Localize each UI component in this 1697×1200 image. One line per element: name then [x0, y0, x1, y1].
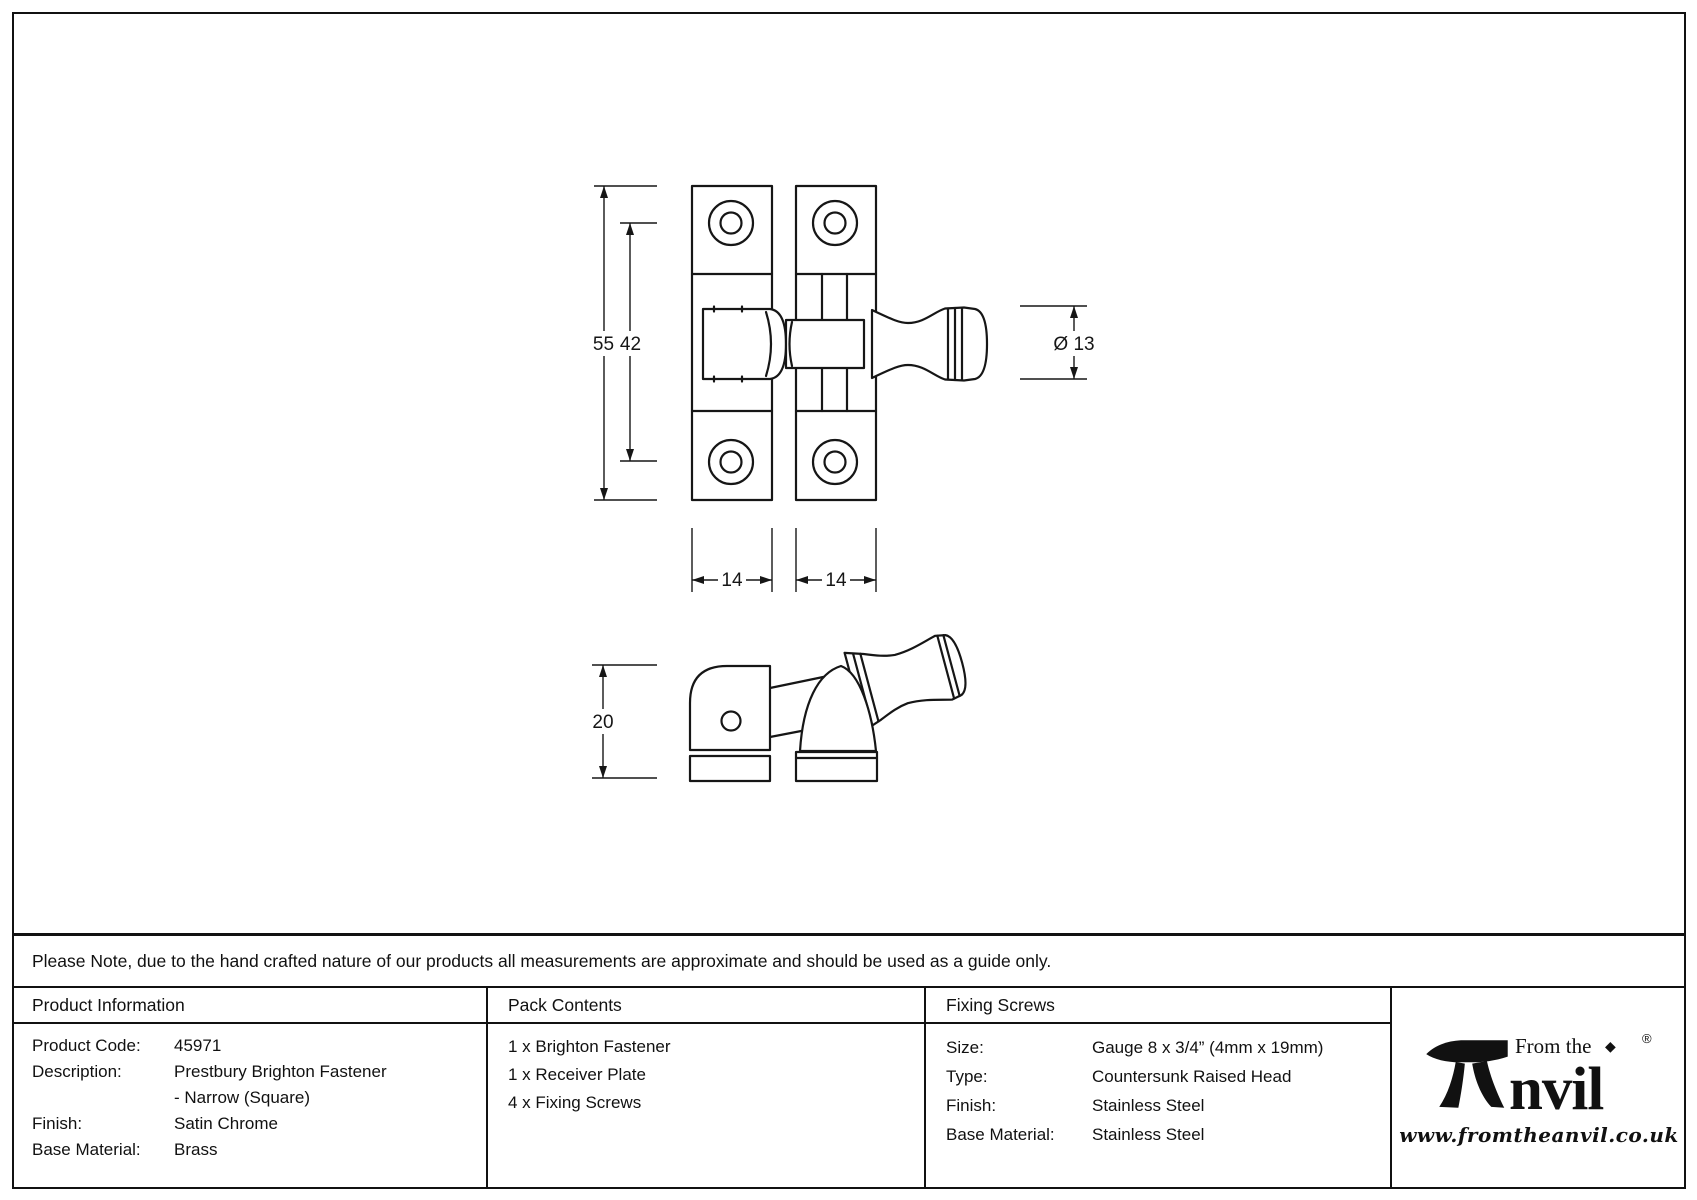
dim-label-diameter-13: Ø 13	[1053, 334, 1095, 355]
spec-value: Prestbury Brighton Fastener	[174, 1062, 387, 1081]
spec-row	[32, 1033, 480, 1059]
spec-label: Finish:	[946, 1096, 997, 1115]
pack-contents-header: Pack Contents	[488, 988, 924, 1024]
pack-contents-column	[488, 988, 926, 1189]
spec-label: Base Material:	[32, 1140, 141, 1159]
receiver-plate-block	[690, 666, 770, 781]
pack-item: 4 x Fixing Screws	[508, 1093, 642, 1112]
fixing-screws-header: Fixing Screws	[926, 988, 1390, 1024]
spec-value: Gauge 8 x 3/4” (4mm x 19mm)	[1092, 1038, 1324, 1057]
logo-name: nvil	[1509, 1055, 1604, 1123]
dim-label-42: 42	[619, 334, 642, 355]
dim-label-14-right: 14	[825, 570, 847, 591]
spec-value: Stainless Steel	[1092, 1096, 1205, 1115]
spec-label: Description:	[32, 1062, 122, 1081]
dim-label-14-left: 14	[721, 570, 743, 591]
knob-front	[872, 308, 987, 381]
spec-value: Brass	[174, 1140, 218, 1159]
product-information-header: Product Information	[12, 988, 486, 1024]
registered-mark: ®	[1642, 1030, 1652, 1046]
dim-label-20: 20	[592, 712, 614, 733]
pack-item: 1 x Receiver Plate	[508, 1065, 646, 1084]
spec-value: Stainless Steel	[1092, 1125, 1205, 1144]
fastener-arm	[786, 320, 864, 368]
measurement-note	[12, 933, 1686, 986]
spec-row	[32, 1111, 480, 1137]
side-view	[690, 624, 973, 781]
pivot-block	[703, 307, 786, 382]
product-info-table	[12, 986, 1686, 1189]
spec-label: Size:	[946, 1038, 984, 1057]
spec-value: Satin Chrome	[174, 1114, 278, 1133]
logo-from-the: From the	[1515, 1033, 1592, 1058]
anvil-icon	[1423, 1035, 1511, 1113]
spec-row	[32, 1059, 480, 1085]
front-view	[692, 186, 987, 500]
spec-value: - Narrow (Square)	[174, 1088, 311, 1107]
dim-label-55: 55	[592, 334, 615, 355]
spec-label	[32, 1085, 174, 1111]
pack-item: 1 x Brighton Fastener	[508, 1037, 671, 1056]
spec-row	[32, 1085, 480, 1111]
spec-row	[946, 1120, 1384, 1149]
spec-row	[946, 1091, 1384, 1120]
spec-label: Base Material:	[946, 1125, 1055, 1144]
product-information-column	[12, 988, 488, 1189]
spec-value: 45971	[174, 1036, 222, 1055]
spec-label: Type:	[946, 1067, 988, 1086]
note-text: Please Note, due to the hand crafted nature of our products all measurements are approximate and should be used as a guide only.	[32, 950, 1052, 971]
spec-row	[946, 1033, 1384, 1062]
diamond-icon: ◆	[1605, 1037, 1616, 1054]
spec-row	[946, 1062, 1384, 1091]
spec-label: Finish:	[32, 1114, 83, 1133]
spec-value: Countersunk Raised Head	[1092, 1067, 1292, 1086]
spec-row	[32, 1137, 480, 1163]
spec-label: Product Code:	[32, 1036, 141, 1055]
fixing-screws-column	[926, 988, 1392, 1189]
logo-url: www.fromtheanvil.co.uk	[1399, 1122, 1679, 1147]
brand-logo-cell	[1392, 988, 1686, 1189]
brand-logo	[1399, 1031, 1679, 1147]
